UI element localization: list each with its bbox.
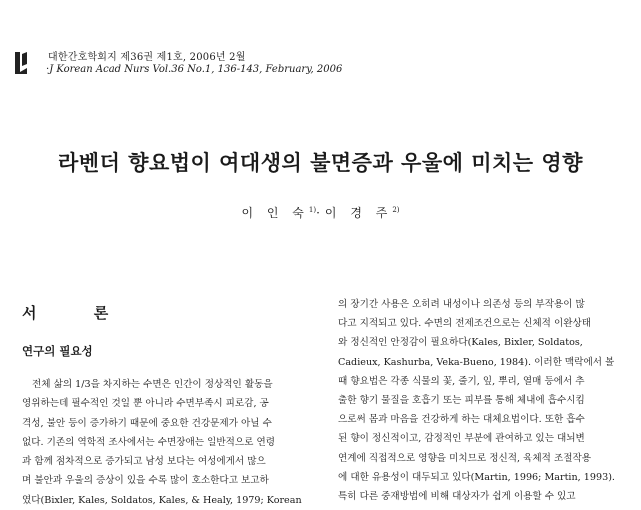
text-line: 영위하는데 필수적인 것일 뿐 아니라 수면부족시 피로감, 공 bbox=[22, 398, 269, 410]
left-paragraph bbox=[22, 375, 306, 510]
section-heading-introduction: 서 론 bbox=[22, 304, 135, 322]
author-affiliation-2: 2) bbox=[392, 206, 400, 214]
text-line: Cadieux, Kashurba, Veka-Bueno, 1984). 이러한 맥락에서 볼 bbox=[338, 356, 615, 368]
article-title: 라벤더 향요법이 여대생의 불면증과 우울에 미치는 영향 bbox=[58, 151, 583, 175]
journal-citation-english-text: J Korean Acad Nurs Vol.36 No.1, 136-143, February, 2006 bbox=[49, 64, 343, 75]
left-column bbox=[22, 302, 306, 506]
author-affiliation-1: 1) bbox=[308, 206, 317, 214]
text-line: 전체 삶의 1/3을 차지하는 수면은 인간이 정상적인 활동을 bbox=[32, 379, 273, 390]
journal-citation-english: ·J Korean Acad Nurs Vol.36 No.1, 136-143, February, 2006 bbox=[46, 64, 343, 75]
journal-citation-korean: 대한간호학회지 제36권 제1호, 2006년 2월 bbox=[48, 52, 246, 63]
text-line: 특히 다른 중재방법에 비해 대상자가 쉽게 이용할 수 있고 bbox=[338, 491, 576, 503]
text-line: 에 대한 유용성이 대두되고 있다(Martin, 1996; Martin, 1993). bbox=[338, 471, 615, 483]
text-line: 였다(Bixler, Kales, Soldatos, Kales, & Healy, 1979; Korean bbox=[22, 494, 302, 506]
text-line: 없다. 기존의 역학적 조사에서는 수면장애는 일반적으로 연령 bbox=[22, 436, 276, 448]
text-line: 과 함께 점차적으로 증가되고 남성 보다는 여성에게서 많으 bbox=[22, 456, 266, 468]
text-line: 격성, 불안 등이 증가하기 때문에 중요한 건강문제가 아닐 수 bbox=[22, 417, 272, 429]
text-line: 된 향이 정신적이고, 감정적인 부분에 관여하고 있는 대뇌변 bbox=[338, 433, 585, 445]
text-line: 연계에 직접적으로 영향을 미치므로 정신적, 육체적 조절작용 bbox=[338, 452, 592, 464]
text-line: 출한 향기 물질을 호흡기 또는 피부를 통해 체내에 흡수시킴 bbox=[338, 395, 585, 407]
text-line: 의 장기간 사용은 오히려 내성이나 의존성 등의 부작용이 많 bbox=[338, 299, 585, 310]
text-line: 으로써 몸과 마음을 건강하게 하는 대체요법이다. 또한 흡수 bbox=[338, 414, 585, 426]
author-separator: · bbox=[316, 206, 325, 220]
right-paragraph bbox=[338, 295, 625, 506]
subheading-need-for-study: 연구의 필요성 bbox=[22, 344, 93, 358]
text-line: 며 불안과 우울의 증상이 있을 수록 많이 호소한다고 보고하 bbox=[22, 475, 269, 487]
journal-logo bbox=[14, 50, 28, 76]
author-name-1: 이 인 숙 bbox=[241, 206, 309, 220]
author-line bbox=[0, 204, 641, 221]
text-line: 다고 지적되고 있다. 수면의 전제조건으로는 신체적 이완상태 bbox=[338, 318, 592, 330]
text-line: 와 정신적인 안정감이 필요하다(Kales, Bixler, Soldatos, bbox=[338, 337, 583, 349]
author-name-2: 이 경 주 bbox=[324, 206, 393, 220]
right-column bbox=[338, 295, 625, 503]
text-line: 때 향요법은 각종 식물의 꽃, 줄기, 잎, 뿌리, 열매 등에서 추 bbox=[338, 375, 585, 387]
